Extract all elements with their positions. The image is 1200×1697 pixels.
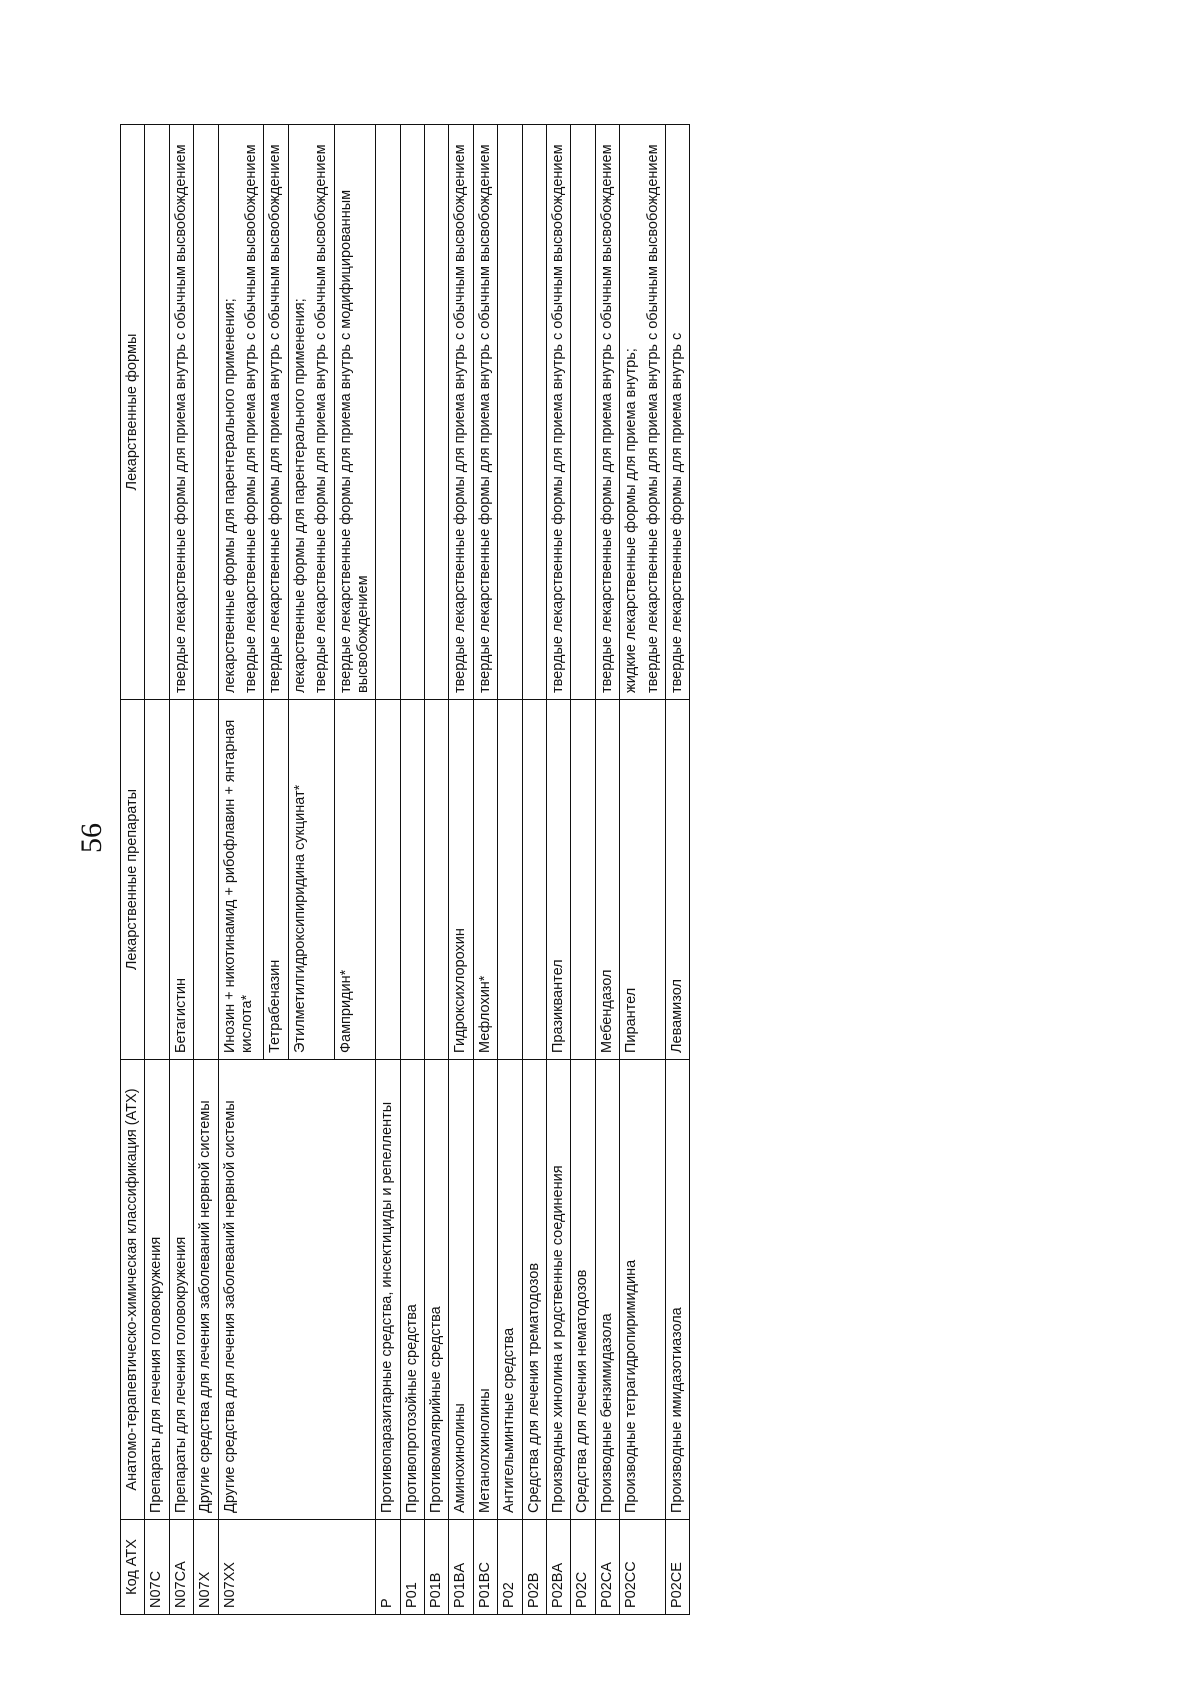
atc-code-cell: P01B <box>425 1520 449 1615</box>
atc-code-cell: P02 <box>498 1520 522 1615</box>
table-row <box>194 125 218 1615</box>
atc-classification-cell: Метанолхинолины <box>473 1060 497 1520</box>
dosage-form-text: твердые лекарственные формы для приема внутрь с модифицированным высвобождением <box>337 189 371 693</box>
atc-code-cell: P02CE <box>665 1520 689 1615</box>
table-row <box>522 125 546 1615</box>
table-row <box>218 125 264 1615</box>
dosage-form-text: твердые лекарственные формы для приема внутрь с обычным высвобождением <box>476 144 493 693</box>
atc-classification-cell: Препараты для лечения головокружения <box>169 1060 193 1520</box>
dosage-forms-cell <box>334 125 376 700</box>
dosage-forms-cell <box>194 125 218 700</box>
table-row <box>169 125 193 1615</box>
atc-classification-cell: Средства для лечения трематодозов <box>522 1060 546 1520</box>
atc-code-cell: P02B <box>522 1520 546 1615</box>
dosage-form-text: твердые лекарственные формы для приема внутрь с обычным высвобождением <box>313 144 330 693</box>
atc-classification-cell: Противомалярийные средства <box>425 1060 449 1520</box>
atc-code-cell: P02BA <box>547 1520 571 1615</box>
dosage-forms-cell <box>218 125 264 700</box>
atc-code-cell: N07C <box>145 1520 169 1615</box>
atc-classification-cell: Другие средства для лечения заболеваний нервной системы <box>218 1060 376 1520</box>
dosage-forms-cell <box>145 125 169 700</box>
dosage-forms-cell <box>595 125 619 700</box>
atc-code-cell: P02CA <box>595 1520 619 1615</box>
atc-classification-cell: Производные хинолина и родственные соединения <box>547 1060 571 1520</box>
dosage-forms-cell <box>288 125 334 700</box>
table-row <box>473 125 497 1615</box>
table-header-row <box>121 125 145 1615</box>
table-body <box>145 125 690 1615</box>
drug-name-cell <box>145 700 169 1060</box>
table-row <box>449 125 473 1615</box>
table-row <box>595 125 619 1615</box>
dosage-forms-cell <box>522 125 546 700</box>
table-row <box>376 125 400 1615</box>
dosage-forms-cell <box>449 125 473 700</box>
dosage-form-text: лекарственные формы для парентерального применения; <box>291 298 308 693</box>
dosage-form-text: твердые лекарственные формы для приема внутрь с <box>668 332 685 693</box>
drug-name-cell <box>571 700 595 1060</box>
atc-classification-cell: Антигельминтные средства <box>498 1060 522 1520</box>
drug-name-cell: Гидроксихлорохин <box>449 700 473 1060</box>
atc-code-cell: P02C <box>571 1520 595 1615</box>
drug-name-cell: Мефлохин* <box>473 700 497 1060</box>
dosage-form-text: жидкие лекарственные формы для приема внутрь; <box>623 348 640 693</box>
atc-classification-cell: Препараты для лечения головокружения <box>145 1060 169 1520</box>
atc-classification-cell: Производные тетрагидропиримидина <box>620 1060 666 1520</box>
atc-code-cell: N07X <box>194 1520 218 1615</box>
dosage-forms-cell <box>169 125 193 700</box>
atc-code-cell: P01BC <box>473 1520 497 1615</box>
atc-classification-cell: Противопротозойные средства <box>400 1060 424 1520</box>
table-row <box>145 125 169 1615</box>
atc-classification-cell: Противопаразитарные средства, инсектициды и репелленты <box>376 1060 400 1520</box>
dosage-form-text: твердые лекарственные формы для приема внутрь с обычным высвобождением <box>644 144 661 693</box>
table-row <box>547 125 571 1615</box>
table-row <box>620 125 666 1615</box>
drug-name-cell: Левамизол <box>665 700 689 1060</box>
atc-classification-cell: Средства для лечения нематодозов <box>571 1060 595 1520</box>
dosage-forms-cell <box>264 125 288 700</box>
dosage-forms-cell <box>665 125 689 700</box>
drug-name-cell: Бетагистин <box>169 700 193 1060</box>
atc-code-cell: P01BA <box>449 1520 473 1615</box>
atc-classification-cell: Другие средства для лечения заболеваний нервной системы <box>194 1060 218 1520</box>
drug-name-cell <box>194 700 218 1060</box>
rotated-table-container <box>120 125 1020 1615</box>
drug-name-cell: Инозин + никотинамид + рибофлавин + янтарная кислота* <box>218 700 264 1060</box>
dosage-form-text: твердые лекарственные формы для приема внутрь с обычным высвобождением <box>172 144 189 693</box>
header-code: Код АТХ <box>121 1520 145 1615</box>
table-row <box>425 125 449 1615</box>
dosage-forms-cell <box>376 125 400 700</box>
header-classification: Анатомо-терапевтическо-химическая классификация (АТХ) <box>121 1060 145 1520</box>
dosage-forms-cell <box>571 125 595 700</box>
dosage-form-text: лекарственные формы для парентерального применения; <box>221 298 238 693</box>
dosage-form-text: твердые лекарственные формы для приема внутрь с обычным высвобождением <box>550 144 567 693</box>
drug-name-cell: Празиквантел <box>547 700 571 1060</box>
atc-code-cell: P <box>376 1520 400 1615</box>
drug-name-cell <box>376 700 400 1060</box>
table-row <box>400 125 424 1615</box>
drug-name-cell: Фампридин* <box>334 700 376 1060</box>
atc-code-cell: P01 <box>400 1520 424 1615</box>
drug-name-cell: Этилметилгидроксипиридина сукцинат* <box>288 700 334 1060</box>
dosage-forms-cell <box>425 125 449 700</box>
dosage-forms-cell <box>620 125 666 700</box>
dosage-form-text: твердые лекарственные формы для приема внутрь с обычным высвобождением <box>452 144 469 693</box>
dosage-forms-cell <box>400 125 424 700</box>
atc-classification-cell: Аминохинолины <box>449 1060 473 1520</box>
dosage-forms-cell <box>498 125 522 700</box>
dosage-form-text: твердые лекарственные формы для приема внутрь с обычным высвобождением <box>242 144 259 693</box>
drug-name-cell <box>498 700 522 1060</box>
header-forms: Лекарственные формы <box>121 125 145 700</box>
dosage-form-text: твердые лекарственные формы для приема внутрь с обычным высвобождением <box>267 144 284 693</box>
drug-name-cell: Пирантел <box>620 700 666 1060</box>
table-row <box>665 125 689 1615</box>
atc-classification-cell: Производные бензимидазола <box>595 1060 619 1520</box>
header-drugs: Лекарственные препараты <box>121 700 145 1060</box>
atc-code-cell: P02CC <box>620 1520 666 1615</box>
table-row <box>571 125 595 1615</box>
table-row <box>498 125 522 1615</box>
dosage-forms-cell <box>547 125 571 700</box>
drug-name-cell: Мебендазол <box>595 700 619 1060</box>
atc-code-cell: N07CA <box>169 1520 193 1615</box>
dosage-form-text: твердые лекарственные формы для приема внутрь с обычным высвобождением <box>598 144 615 693</box>
page-number: 56 <box>75 823 108 853</box>
drug-name-cell <box>425 700 449 1060</box>
drug-name-cell: Тетрабеназин <box>264 700 288 1060</box>
atc-drug-table <box>120 124 690 1615</box>
atc-classification-cell: Производные имидазотиазола <box>665 1060 689 1520</box>
dosage-forms-cell <box>473 125 497 700</box>
atc-code-cell: N07XX <box>218 1520 376 1615</box>
drug-name-cell <box>400 700 424 1060</box>
drug-name-cell <box>522 700 546 1060</box>
